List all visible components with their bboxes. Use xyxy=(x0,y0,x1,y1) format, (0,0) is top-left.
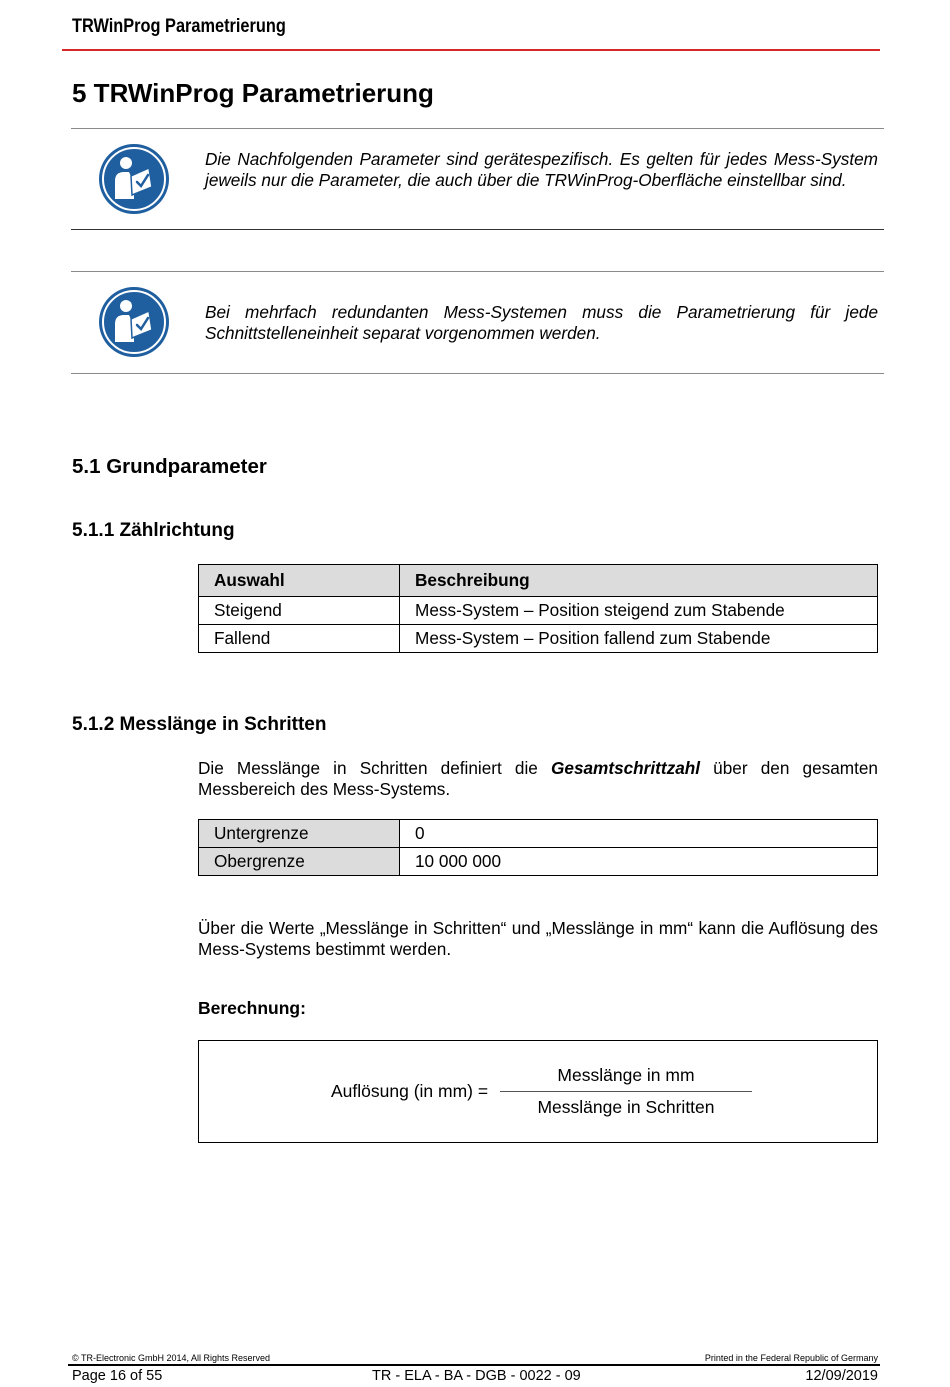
table-row xyxy=(199,597,878,625)
footer-rule xyxy=(68,1364,880,1366)
measuring-length-intro xyxy=(198,758,878,799)
footer-date: 12/09/2019 xyxy=(805,1368,878,1384)
table-cell: Steigend xyxy=(199,597,400,625)
note-1-top-rule xyxy=(71,128,884,129)
table-header-cell: Auswahl xyxy=(199,565,400,597)
note-2-bottom-rule xyxy=(71,373,884,374)
table-cell-value: 10 000 000 xyxy=(400,848,878,876)
note-2-top-rule xyxy=(71,271,884,272)
table-cell: Fallend xyxy=(199,625,400,653)
footer-copyright: © TR-Electronic GmbH 2014, All Rights Reserved xyxy=(72,1353,271,1363)
note-2-text: Bei mehrfach redundanten Mess-Systemen muss die Parametrierung für jede Schnittstelleneinheit separat vorgenommen werden. xyxy=(205,302,878,343)
note-1-bottom-rule xyxy=(71,229,884,230)
calculation-label: Berechnung: xyxy=(198,998,306,1018)
footer-document-id: TR - ELA - BA - DGB - 0022 - 09 xyxy=(372,1368,581,1384)
manual-reader-icon xyxy=(98,143,170,215)
intro-text-before: Die Messlänge in Schritten definiert die xyxy=(198,758,552,778)
resolution-paragraph: Über die Werte „Messlänge in Schritten“ und „Messlänge in mm“ kann die Auflösung des Mess-Systems bestimmt werden. xyxy=(198,918,878,959)
table-cell-label: Obergrenze xyxy=(199,848,400,876)
table-row xyxy=(199,625,878,653)
note-1-text: Die Nachfolgenden Parameter sind gerätespezifisch. Es gelten für jedes Mess-System jeweils nur die Parameter, die auch über die TRWinProg-Oberfläche einstellbar sind. xyxy=(205,149,878,190)
intro-emphasis: Gesamtschrittzahl xyxy=(551,758,701,778)
intro-text-after: über den gesamten Messbereich des Mess-Systems. xyxy=(198,758,878,799)
chapter-title: 5 TRWinProg Parametrierung xyxy=(72,78,434,108)
table-cell: Mess-System – Position fallend zum Stabende xyxy=(400,625,878,653)
formula-denominator: Messlänge in Schritten xyxy=(537,1097,715,1117)
table-header-cell: Beschreibung xyxy=(400,565,878,597)
section-title: 5.1 Grundparameter xyxy=(72,455,267,478)
limits-table xyxy=(198,819,878,876)
manual-reader-icon xyxy=(98,286,170,358)
table-cell-value: 0 xyxy=(400,820,878,848)
counting-direction-table xyxy=(198,564,878,653)
running-header-title: TRWinProg Parametrierung xyxy=(72,16,286,37)
header-rule xyxy=(62,49,880,51)
table-cell-label: Untergrenze xyxy=(199,820,400,848)
subsection-title-counting-direction: 5.1.1 Zählrichtung xyxy=(72,520,235,541)
footer-printed: Printed in the Federal Republic of Germany xyxy=(704,1353,878,1363)
subsection-title-measuring-length: 5.1.2 Messlänge in Schritten xyxy=(72,714,327,735)
table-row xyxy=(199,848,878,876)
table-header-row xyxy=(199,565,878,597)
footer-page-number: Page 16 of 55 xyxy=(72,1368,163,1384)
formula-numerator: Messlänge in mm xyxy=(557,1065,695,1085)
table-cell: Mess-System – Position steigend zum Stabende xyxy=(400,597,878,625)
table-row xyxy=(199,820,878,848)
formula-lhs: Auflösung (in mm) = xyxy=(331,1081,489,1101)
formula-fraction-bar xyxy=(500,1091,752,1092)
